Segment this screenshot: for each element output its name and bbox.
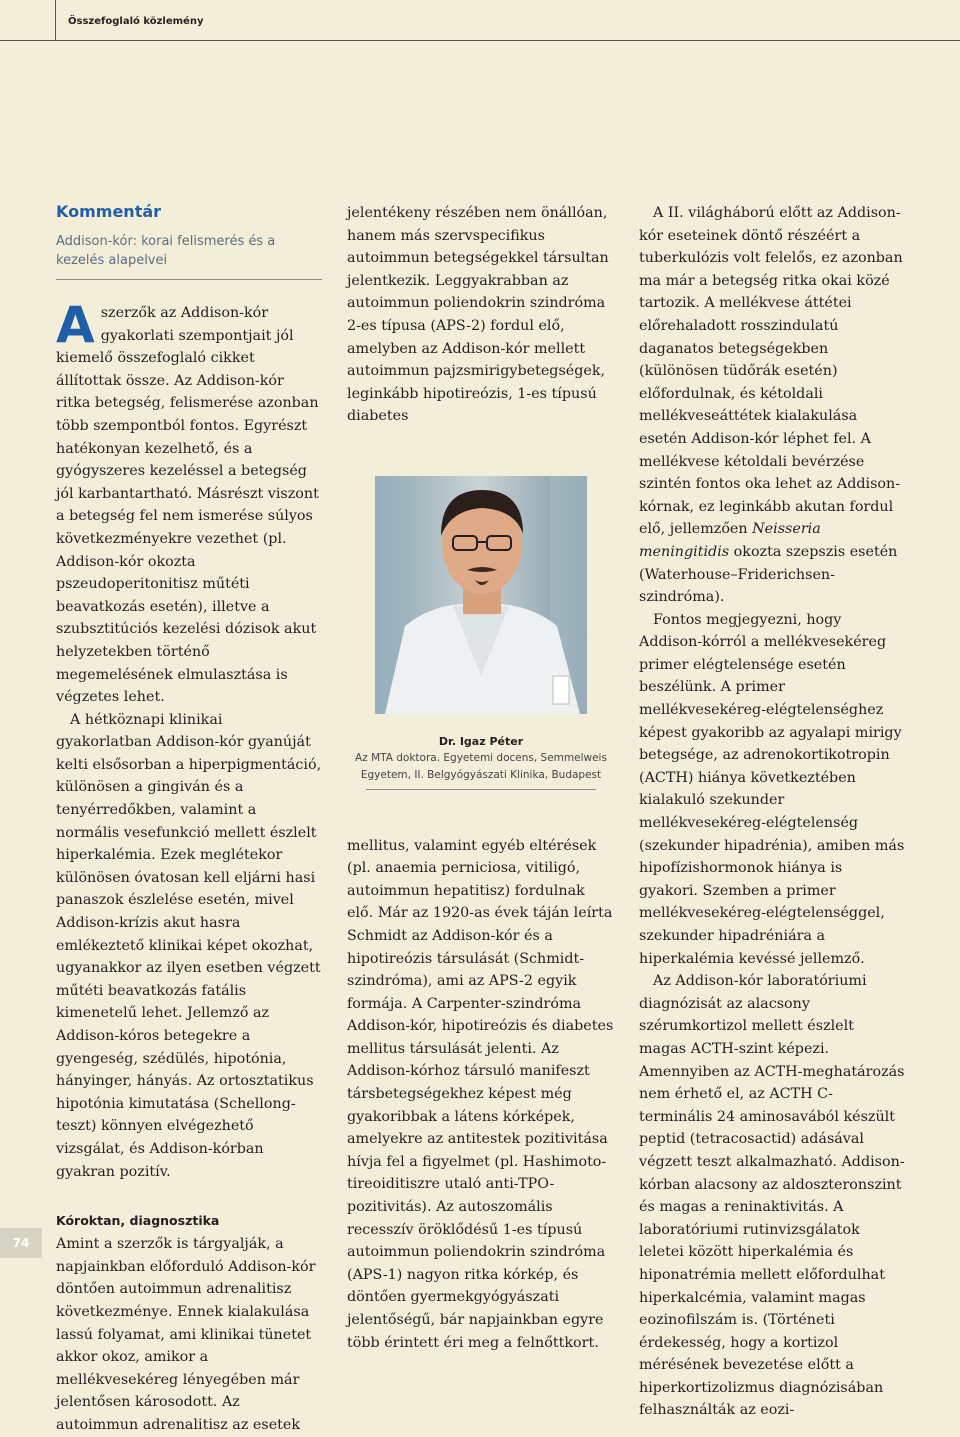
commentary-rule — [56, 279, 322, 280]
author-affiliation-line-2: Egyetem, II. Belgyógyászati Klinika, Budapest — [360, 768, 602, 781]
paragraph-history-end: okozta szepszis esetén (Waterhouse–Friderichsen-szindróma). — [639, 543, 898, 606]
paragraph-associations: mellitus, valamint egyéb eltérések (pl. anaemia perniciosa, vitiligó, autoimmun hepatitisz) fordulnak elő. Már az 1920-as évek táján leírta Schmidt az Addison-kór és a hipotireózis társulását (Schmidt-szindróma), ami az APS-2 egyik formája. A Carpenter-szindróma Addison-kór, hipotireózis és diabetes mellitus társulását jelenti. Az Addison-kórhoz társuló manifeszt társbetegségekhez képest még gyakoribbak a látens kórképek, amelyekre az antitestek pozitivitása hívja fel a figyelmet (pl. Hashimoto-tireoiditiszre utaló anti-TPO-pozitivitás). Az autoszomális recesszív öröklődésű 1-es típusú autoimmun poliendokrin szindróma (APS-1) nagyon ritka kórkép, és döntően gyermekgyógyászati jelentőségű, bár napjainkban egyre több érintett éri meg a felnőttkort. — [347, 837, 614, 1351]
paragraph-history — [639, 202, 905, 609]
paragraph-clinical: A hétköznapi klinikai gyakorlatban Addison-kór gyanúját kelti elsősorban a hiperpigmentáció, különösen a gingiván és a tenyérredőkben, valamint a normális vesefunkció mellett észlelt hiperkalémia. Ezek meglétekor különösen óvatosan kell eljárni hasi panaszok észlelése esetén, mivel Addison-krízis akut hasra emlékeztető klinikai képet okozhat, ugyanakkor az ilyen esetben végzett műtéti beavatkozás fatális kimenetelű lehet. Jellemző az Addison-kóros betegekre a gyengeség, szédülés, hipotónia, hányinger, hányás. Az ortosztatikus hipotónia kimutatása (Schellong-teszt) könnyen elvégezhető vizsgálat, és Addison-kórban gyakran pozitív. — [56, 711, 322, 1180]
author-portrait-block — [347, 476, 615, 790]
paragraph-aps2: jelentékeny részében nem önállóan, hanem más szervspecifikus autoimmun betegségekkel társultan jelentkezik. Leggyakrabban az autoimmun poliendokrin szindróma 2-es típusa (APS-2) fordul elő, amelyben az Addison-kór mellett autoimmun pajzsmirigybetegségek, leginkább hipotireózis, 1-es típusú diabetes — [347, 205, 609, 425]
paragraph-etiology: Amint a szerzők is tárgyalják, a napjainkban előforduló Addison-kór döntően autoimmun adrenalitisz következménye. Ennek kialakulása lassú folyamat, ami klinikai tünetet akkor okoz, amikor a mellékvesekéreg lényegében már jelentősen károsodott. Az autoimmun adrenalitisz az esetek — [56, 1236, 316, 1433]
header-rule — [0, 40, 960, 41]
running-head: Összefoglaló közlemény — [68, 16, 204, 27]
author-affiliation-line-1: Az MTA doktora. Egyetemi docens, Semmelweis — [355, 751, 607, 764]
column-2 — [347, 202, 615, 1354]
pathogen-name: Neisseria meningitidis — [639, 521, 821, 560]
drop-cap: A — [56, 296, 95, 354]
paragraph-history-text: A II. világháború előtt az Addison-kór eseteinek döntő részéért a tuberkulózis volt felelős, ez azonban ma már a betegség ritka okai közé tartozik. A mellékvese áttétei előrehaladott rosszindulatú daganatos betegségekben (különösen tüdőrák esetén) előfordulnak, és kétoldali mellékveseáttétek kialakulása esetén Addison-kór léphet fel. A mellékvese kétoldali bevérzése szintén fontos oka lehet az Addison-kórnak, ez leginkább akutan fordul elő, jellemzően — [639, 205, 903, 538]
section-heading-etiology: Kóroktan, diagnosztika — [56, 1213, 220, 1229]
caption-rule — [366, 789, 596, 790]
paragraph-primary-secondary: Fontos megjegyezni, hogy Addison-kórról a mellékvesekéreg primer elégtelensége esetén beszélünk. A primer mellékvesekéreg-elégtelenséghez képest gyakoribb az agyalapi mirigy betegsége, az adrenokortikotropin (ACTH) hiánya következtében kialakuló szekunder mellékvesekéreg-elégtelenség (szekunder hipadrénia), amiben más hipofízishormonok hiánya is gyakori. Szemben a primer mellékvesekéreg-elégtelenséggel, szekunder hipadréniára a hiperkalémia kevéssé jellemző. — [639, 611, 905, 967]
intro-paragraph-text: szerzők az Addison-kór gyakorlati szempontjait jól kiemelő összefoglaló cikket állítottak össze. Az Addison-kór ritka betegség, felismerése azonban több szempontból fontos. Egyrészt hatékonyan kezelhető, és a gyógyszeres kezeléssel a betegség jól karbantartható. Másrészt viszont a betegség fel nem ismerése súlyos következményekre vezethet (pl. Addison-kór okozta pszeudoperitonitisz műtéti beavatkozás esetén), illetve a szubsztitúciós kezelési dózisok akut helyzetekben történő megemelésének elmulasztása is végzetes lehet. — [56, 305, 319, 706]
author-name: Dr. Igaz Péter — [438, 734, 524, 748]
paragraph-laboratory: Az Addison-kór laboratóriumi diagnózisát az alacsony szérumkortizol mellett észlelt magas ACTH-szint képezi. Amennyiben az ACTH-meghatározás nem érhető el, az ACTH C-terminális 24 aminosavából készült peptid (tetracosactid) adásával végzett teszt alkalmazható. Addison-kórban alacsony az aldoszteronszint és magas a reninaktivitás. A laboratóriumi rutinvizsgálatok leletei között hiperkalémia és hiponatrémia mellett előfordulhat hiperkalcémia, valamint magas eozinofilszám is. (Történeti érdekesség, hogy a kortizol mérésének bevezetése előtt a hiperkortizolizmus diagnózisában felhasználták az eozi- — [639, 973, 905, 1419]
commentary-subtitle: Addison-kór: korai felismerés és a kezelés alapelvei — [56, 234, 276, 268]
commentary-title: Kommentár — [56, 202, 162, 221]
page-number: 74 — [0, 1228, 42, 1258]
column-1 — [56, 202, 322, 1437]
column-3 — [639, 202, 905, 1422]
column-2-lower — [347, 835, 615, 1355]
header-vertical-rule — [55, 0, 56, 41]
author-portrait-photo — [375, 476, 587, 714]
intro-paragraph — [56, 296, 322, 709]
